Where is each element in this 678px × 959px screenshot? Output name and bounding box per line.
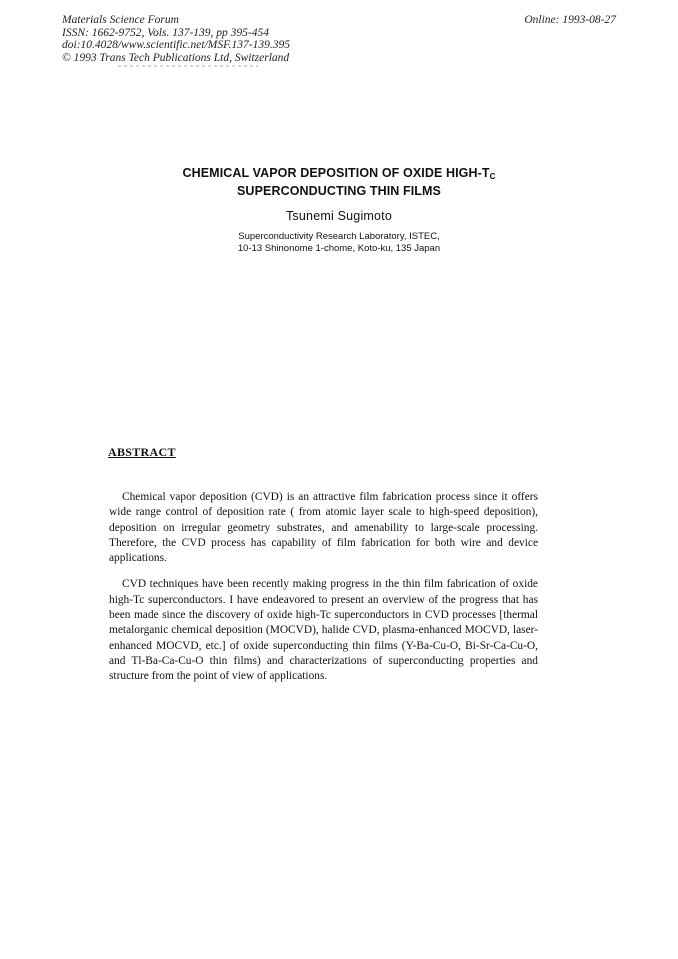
paper-title	[100, 166, 578, 199]
title-subscript: C	[489, 172, 496, 181]
copyright-line: © 1993 Trans Tech Publications Ltd, Switzerland	[62, 51, 290, 64]
author-affiliation	[100, 231, 578, 255]
title-line-2: SUPERCONDUCTING THIN FILMS	[237, 184, 441, 198]
title-line-1	[100, 166, 578, 184]
publication-header	[62, 14, 290, 64]
abstract-heading: ABSTRACT	[108, 445, 176, 459]
doi-line: doi:10.4028/www.scientific.net/MSF.137-139.395	[62, 39, 290, 51]
affiliation-line-2: 10-13 Shinonome 1-chome, Koto-ku, 135 Japan	[237, 243, 441, 254]
scan-artifact	[118, 65, 258, 67]
abstract-paragraph-1: Chemical vapor deposition (CVD) is an attractive film fabrication process since it offers wide range control of deposition rate ( from atomic layer scale to high-speed deposition), deposition on irregular geometry substrates, and amenability to large-scale processing. Therefore, the CVD process has capability of film fabrication for both wire and device applications.	[109, 491, 538, 565]
abstract-body	[109, 490, 538, 696]
title-line-1-text: CHEMICAL VAPOR DEPOSITION OF OXIDE HIGH-T	[182, 166, 490, 180]
affiliation-line-1: Superconductivity Research Laboratory, ISTEC,	[238, 231, 440, 242]
journal-name: Materials Science Forum	[62, 14, 179, 26]
abstract-paragraph-2: CVD techniques have been recently making progress in the thin film fabrication of oxide high-Tc superconductors. I have endeavored to present an overview of the progress that has been made since the discovery of oxide high-Tc superconductors in CVD processes [thermal metalorganic chemical deposition (MOCVD), halide CVD, plasma-enhanced MOCVD, laser-enhanced MOCVD, etc.] of oxide superconducting thin films (Y-Ba-Cu-O, Bi-Sr-Ca-Cu-O, and Tl-Ba-Ca-Cu-O thin films) and characterizations of superconducting properties and structure from the point of view of applications.	[109, 578, 538, 683]
issn-line: ISSN: 1662-9752, Vols. 137-139, pp 395-454	[62, 26, 269, 39]
author-name: Tsunemi Sugimoto	[285, 209, 393, 223]
online-date: Online: 1993-08-27	[524, 14, 616, 26]
